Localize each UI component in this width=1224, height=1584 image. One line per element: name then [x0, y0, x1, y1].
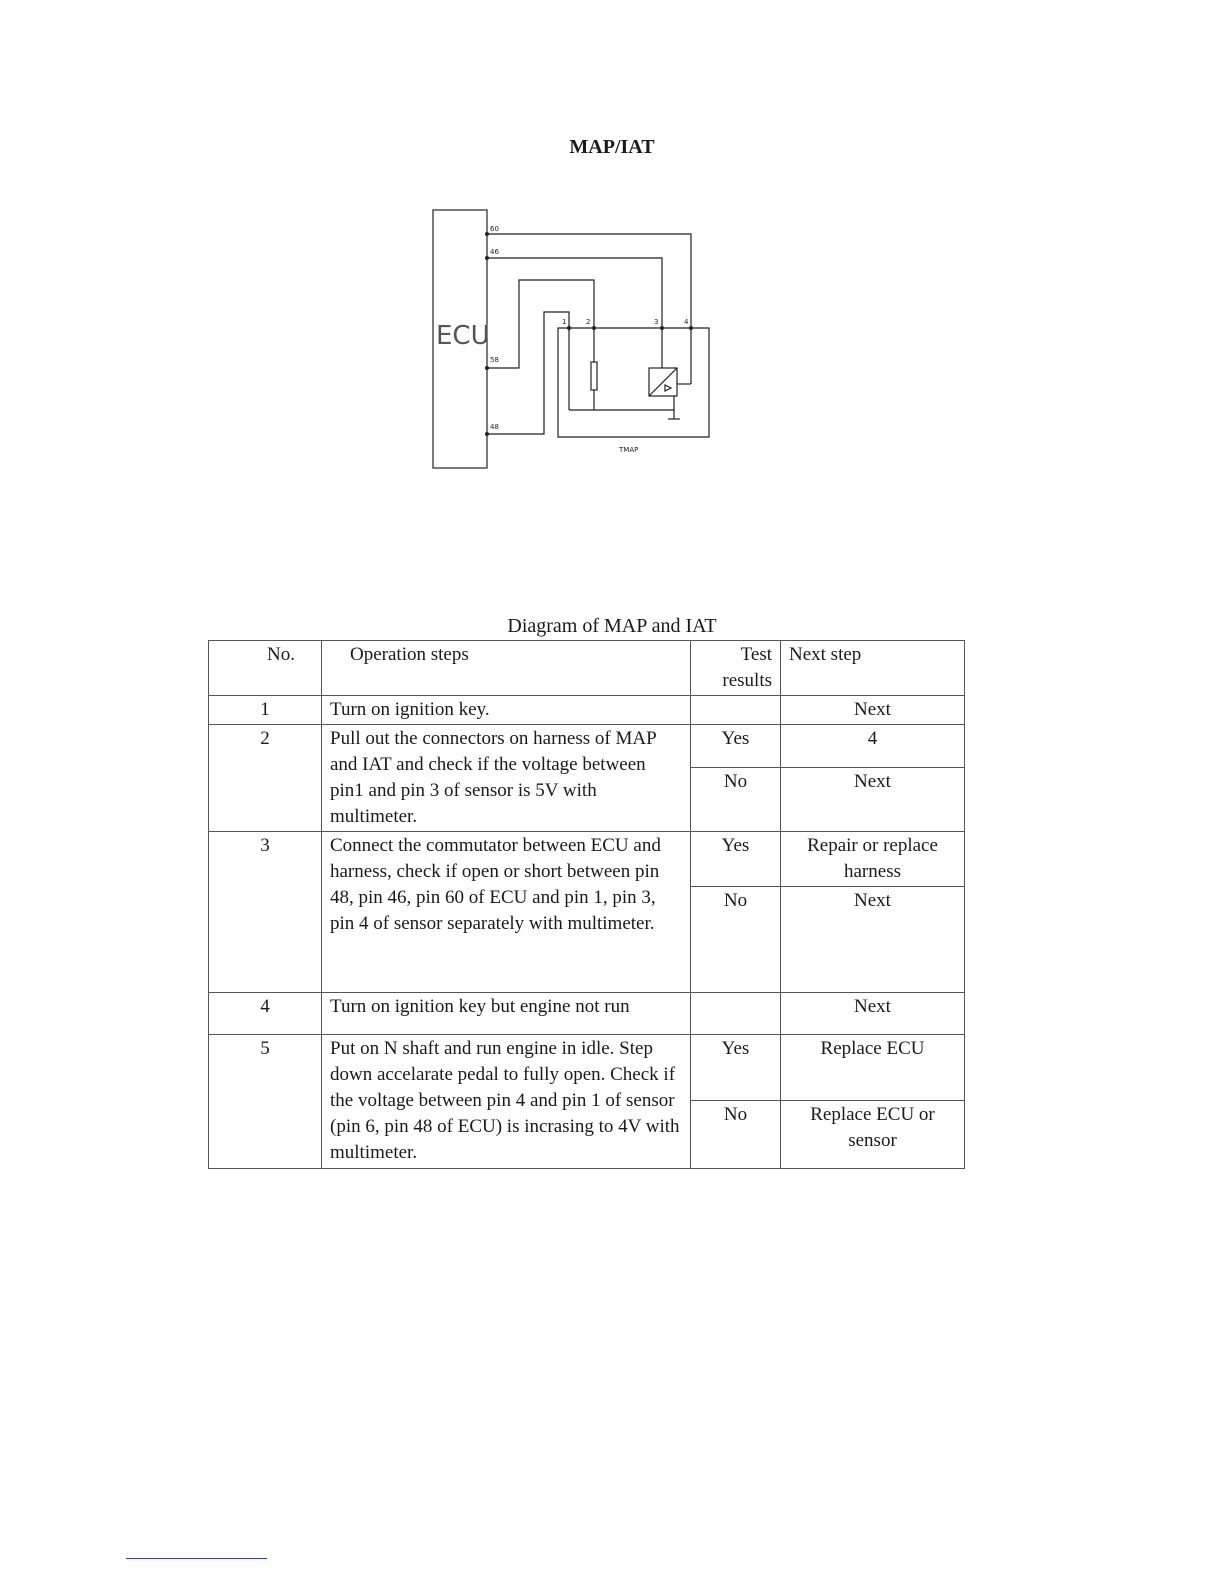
row-result: Yes — [691, 725, 781, 768]
header-next: Next step — [781, 641, 965, 696]
diagnostic-table — [208, 640, 965, 1169]
table-header-row — [209, 641, 965, 696]
row-no: 3 — [209, 832, 322, 993]
ecu-pin-label: 58 — [490, 356, 499, 364]
sensor-label: TMAP — [619, 446, 639, 454]
sensor-pin-label: 2 — [586, 318, 591, 326]
row-next: Next — [781, 993, 965, 1035]
row-step: Turn on ignition key. — [322, 696, 691, 725]
ecu-pin-label: 46 — [490, 248, 499, 256]
header-results: Test results — [691, 641, 781, 696]
row-step: Connect the commutator between ECU and harness, check if open or short between pin 48, pin 46, pin 60 of ECU and pin 1, pin 3, pin 4 of sensor separately with multimeter. — [322, 832, 691, 993]
row-next: Next — [781, 887, 965, 993]
ecu-label: ECU — [436, 321, 490, 351]
ecu-pin-label: 60 — [490, 225, 499, 233]
row-step: Turn on ignition key but engine not run — [322, 993, 691, 1035]
header-no: No. — [209, 641, 322, 696]
table-row — [209, 832, 965, 887]
row-next: 4 — [781, 725, 965, 768]
row-result — [691, 696, 781, 725]
row-next: Repair or replace harness — [781, 832, 965, 887]
row-no: 5 — [209, 1035, 322, 1169]
sensor-pin-label: 3 — [654, 318, 659, 326]
table-row — [209, 725, 965, 768]
sensor-pin-label: 1 — [562, 318, 567, 326]
row-result: No — [691, 768, 781, 832]
table-row — [209, 1035, 965, 1101]
row-next: Next — [781, 768, 965, 832]
row-result: No — [691, 1101, 781, 1169]
header-steps: Operation steps — [322, 641, 691, 696]
row-result: Yes — [691, 1035, 781, 1101]
table-row — [209, 696, 965, 725]
row-result — [691, 993, 781, 1035]
diagram-caption: Diagram of MAP and IAT — [507, 615, 717, 637]
row-next: Replace ECU or sensor — [781, 1101, 965, 1169]
page-title: MAP/IAT — [569, 136, 655, 158]
row-next: Next — [781, 696, 965, 725]
sensor-pin-label: 4 — [684, 318, 689, 326]
wiring-diagram — [426, 204, 726, 479]
row-no: 1 — [209, 696, 322, 725]
ecu-pin-label: 48 — [490, 423, 499, 431]
row-no: 4 — [209, 993, 322, 1035]
row-step: Put on N shaft and run engine in idle. Step down accelarate pedal to fully open. Check if the voltage between pin 4 and pin 1 of sensor (pin 6, pin 48 of ECU) is incrasing to 4V with multimeter. — [322, 1035, 691, 1169]
row-result: No — [691, 887, 781, 993]
footnote-separator — [126, 1558, 267, 1559]
row-result: Yes — [691, 832, 781, 887]
row-next: Replace ECU — [781, 1035, 965, 1101]
table-row — [209, 993, 965, 1035]
row-step: Pull out the connectors on harness of MAP and IAT and check if the voltage between pin1 and pin 3 of sensor is 5V with multimeter. — [322, 725, 691, 832]
row-no: 2 — [209, 725, 322, 832]
